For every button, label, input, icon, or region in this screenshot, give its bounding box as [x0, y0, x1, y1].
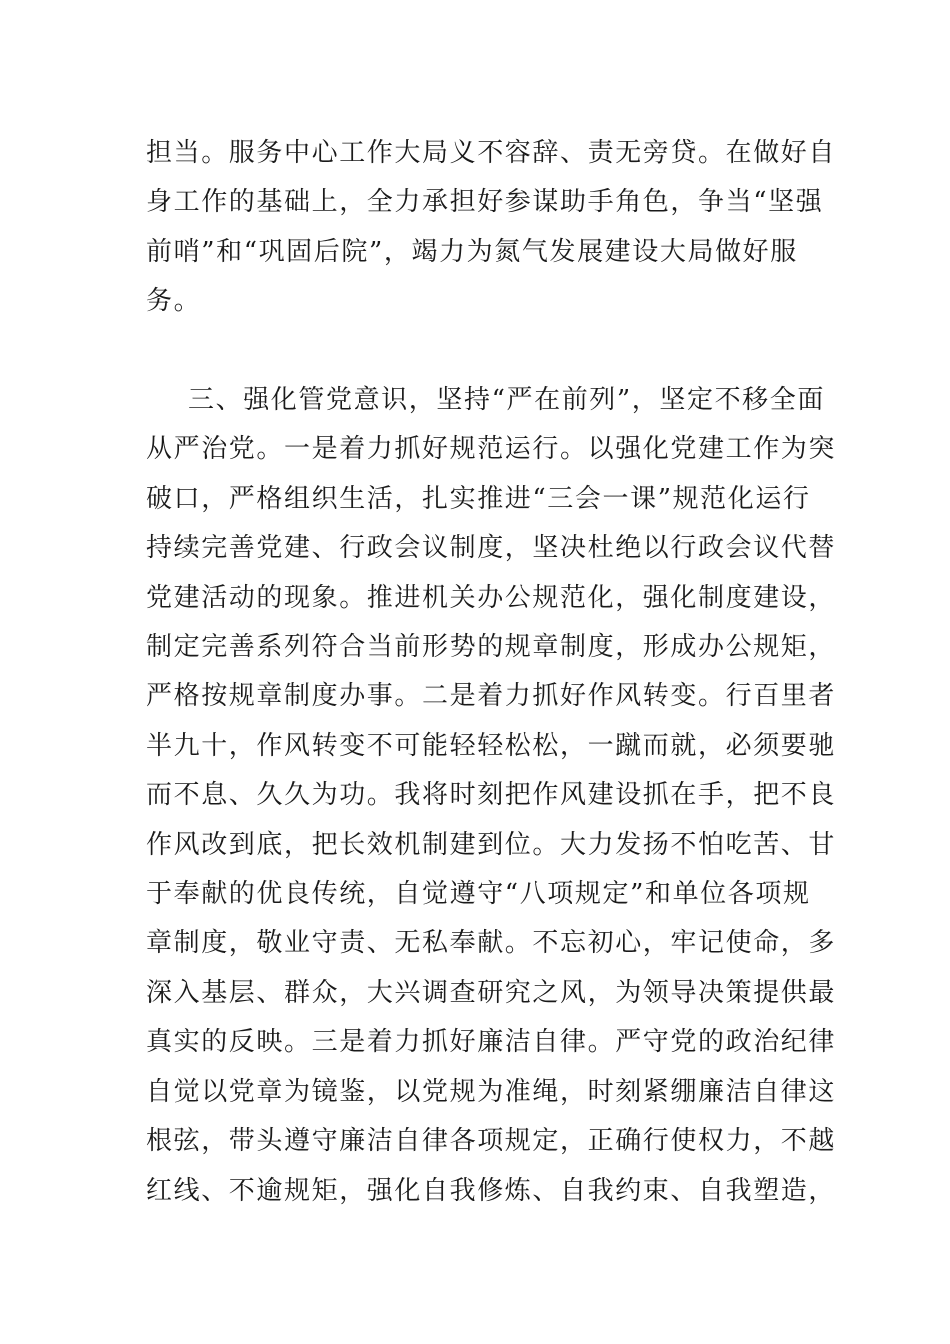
text-line: 制定完善系列符合当前形势的规章制度，形成办公规矩， — [146, 632, 837, 663]
paragraph-2 — [146, 376, 837, 1216]
text-line: 半九十，作风转变不可能轻轻松松，一蹴而就，必须要驰 — [146, 730, 837, 761]
text-line: 根弦，带头遵守廉洁自律各项规定，正确行使权力，不越 — [146, 1126, 837, 1157]
text-line: 担当。服务中心工作大局义不容辞、责无旁贷。在做好自 — [146, 138, 837, 168]
text-line: 前哨”和“巩固后院”，竭力为氮气发展建设大局做好服 — [146, 236, 798, 267]
text-line: 红线、不逾规矩，强化自我修炼、自我约束、自我塑造， — [146, 1175, 837, 1206]
text-line: 严格按规章制度办事。二是着力抓好作风转变。行百里者 — [146, 681, 837, 712]
text-line: 党建活动的现象。推进机关办公规范化，强化制度建设， — [146, 582, 837, 613]
text-line: 深入基层、群众，大兴调查研究之风，为领导决策提供最 — [146, 977, 837, 1008]
text-line: 破口，严格组织生活，扎实推进“三会一课”规范化运行 — [146, 483, 811, 514]
text-line: 而不息、久久为功。我将时刻把作风建设抓在手，把不良 — [146, 780, 837, 811]
text-line: 自觉以党章为镜鉴，以党规为准绳，时刻紧绷廉洁自律这 — [146, 1076, 837, 1107]
text-line: 持续完善党建、行政会议制度，坚决杜绝以行政会议代替 — [146, 533, 837, 564]
text-line: 务。 — [146, 286, 202, 317]
text-line: 章制度，敬业守责、无私奉献。不忘初心，牢记使命，多 — [146, 928, 837, 959]
paragraph-1 — [146, 129, 837, 327]
text-line: 从严治党。一是着力抓好规范运行。以强化党建工作为突 — [146, 434, 837, 465]
text-line: 身工作的基础上，全力承担好参谋助手角色，争当“坚强 — [146, 187, 824, 218]
text-line: 三、强化管党意识，坚持“严在前列”，坚定不移全面 — [188, 385, 825, 415]
text-line: 作风改到底，把长效机制建到位。大力发扬不怕吃苦、甘 — [146, 829, 837, 860]
text-line: 于奉献的优良传统，自觉遵守“八项规定”和单位各项规 — [146, 879, 811, 910]
text-line: 真实的反映。三是着力抓好廉洁自律。严守党的政治纪律 — [146, 1027, 837, 1058]
